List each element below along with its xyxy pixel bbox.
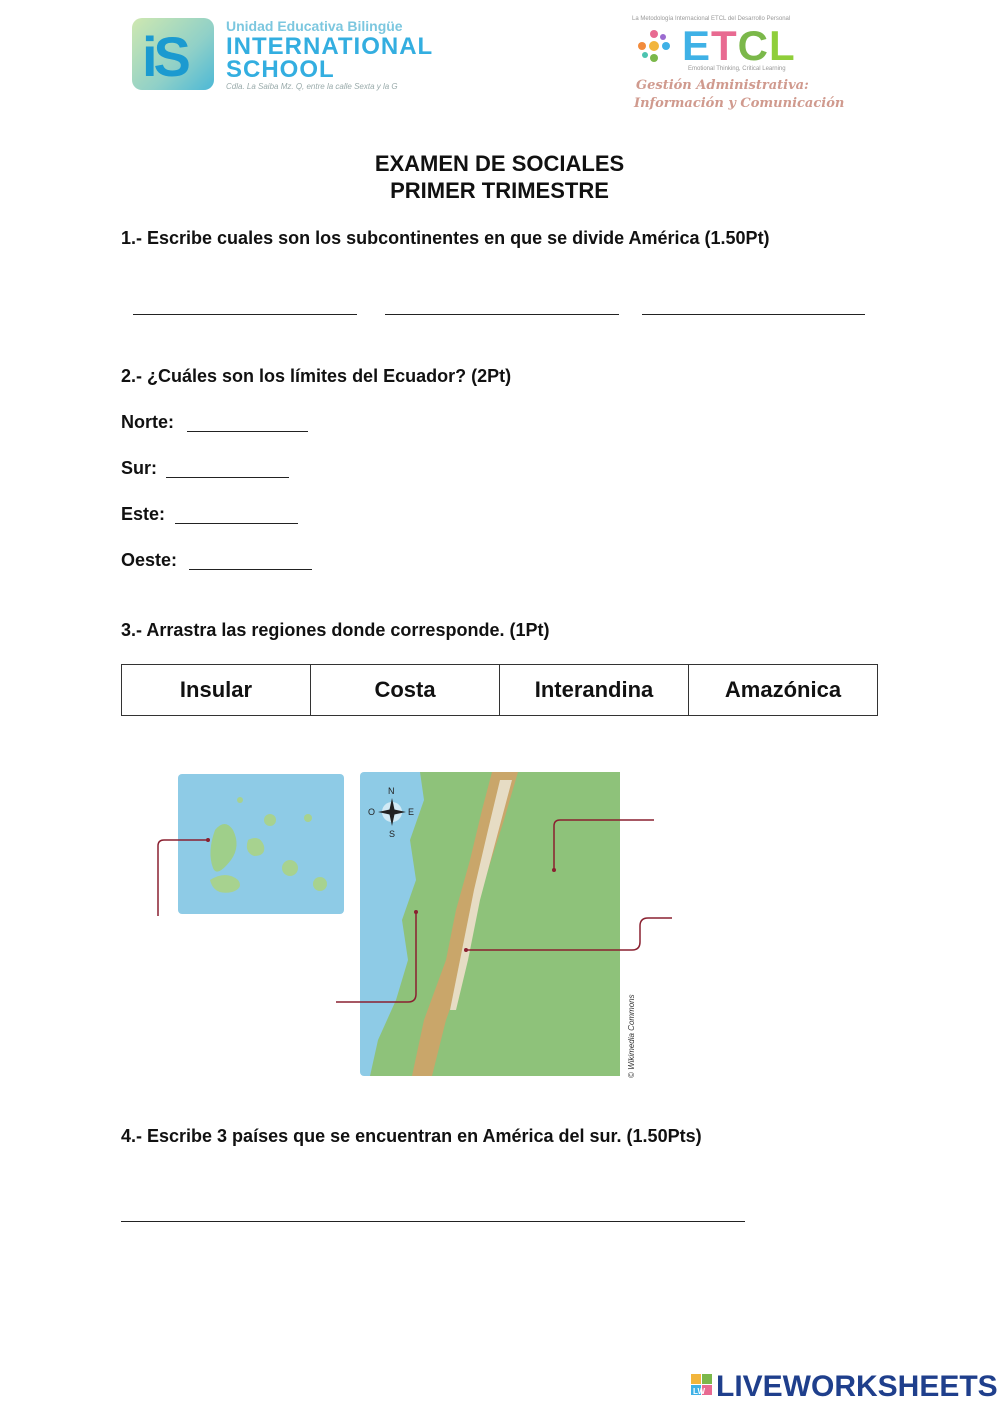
exam-subtitle: PRIMER TRIMESTRE xyxy=(390,178,609,203)
q1-answer-blank-2[interactable] xyxy=(385,314,619,315)
label-norte: Norte: xyxy=(121,412,174,432)
regions-table xyxy=(121,664,878,716)
question-2: 2.- ¿Cuáles son los límites del Ecuador? (2Pt) xyxy=(121,366,512,386)
norte-blank[interactable] xyxy=(187,431,308,432)
etcl-logo xyxy=(628,16,848,116)
etcl-gestion-line1: Gestión Administrativa: xyxy=(636,78,809,93)
region-interandina[interactable]: Interandina xyxy=(500,665,689,716)
question-4: 4.- Escribe 3 países que se encuentran en América del sur. (1.50Pts) xyxy=(121,1126,702,1146)
galapagos-inset xyxy=(178,774,344,914)
school-logo xyxy=(132,16,502,96)
liveworksheets-logo-icon xyxy=(691,1374,713,1396)
school-badge-icon: iS xyxy=(132,18,214,90)
school-address: Cdla. La Saiba Mz. Q, entre la calle Sexta y la G xyxy=(226,82,398,91)
compass-e: E xyxy=(408,807,415,817)
label-oeste: Oeste: xyxy=(121,550,178,570)
question-3: 3.- Arrastra las regiones donde corresponde. (1Pt) xyxy=(121,620,550,640)
region-amazonica[interactable]: Amazónica xyxy=(689,665,878,716)
compass-n: N xyxy=(388,786,395,796)
school-subtitle: Unidad Educativa Bilingüe xyxy=(226,18,403,34)
etcl-flower-icon xyxy=(632,26,676,66)
question-1: 1.- Escribe cuales son los subcontinentes en que se divide América (1.50Pt) xyxy=(121,228,770,248)
q1-answer-blank-1[interactable] xyxy=(133,314,357,315)
etcl-gestion-line2: Información y Comunicación xyxy=(634,96,845,111)
este-blank[interactable] xyxy=(175,523,298,524)
oeste-blank[interactable] xyxy=(189,569,312,570)
mainland-map xyxy=(360,772,636,1078)
ecuador-map xyxy=(120,760,880,1090)
region-costa[interactable]: Costa xyxy=(311,665,500,716)
school-name-line1: INTERNATIONAL xyxy=(226,33,434,60)
q1-answer-blank-3[interactable] xyxy=(642,314,865,315)
q4-answer-blank[interactable] xyxy=(121,1221,745,1222)
liveworksheets-badge-text: LW xyxy=(693,1387,705,1396)
school-name-line2: SCHOOL xyxy=(226,56,335,83)
map-credit: © Wikimedia Commons xyxy=(627,994,636,1078)
compass-s: S xyxy=(389,829,396,839)
liveworksheets-watermark: LIVEWORKSHEETS xyxy=(716,1370,998,1403)
label-sur: Sur: xyxy=(121,458,157,478)
etcl-caption: La Metodología Internacional ETCL del Desarrollo Personal xyxy=(632,16,791,22)
region-insular[interactable]: Insular xyxy=(122,665,311,716)
sur-blank[interactable] xyxy=(166,477,289,478)
etcl-subcaption: Emotional Thinking, Critical Learning xyxy=(688,66,786,72)
exam-title: EXAMEN DE SOCIALES xyxy=(374,151,625,176)
compass-o: O xyxy=(368,807,376,817)
etcl-wordmark: ETCL xyxy=(682,22,796,69)
label-este: Este: xyxy=(121,504,166,524)
